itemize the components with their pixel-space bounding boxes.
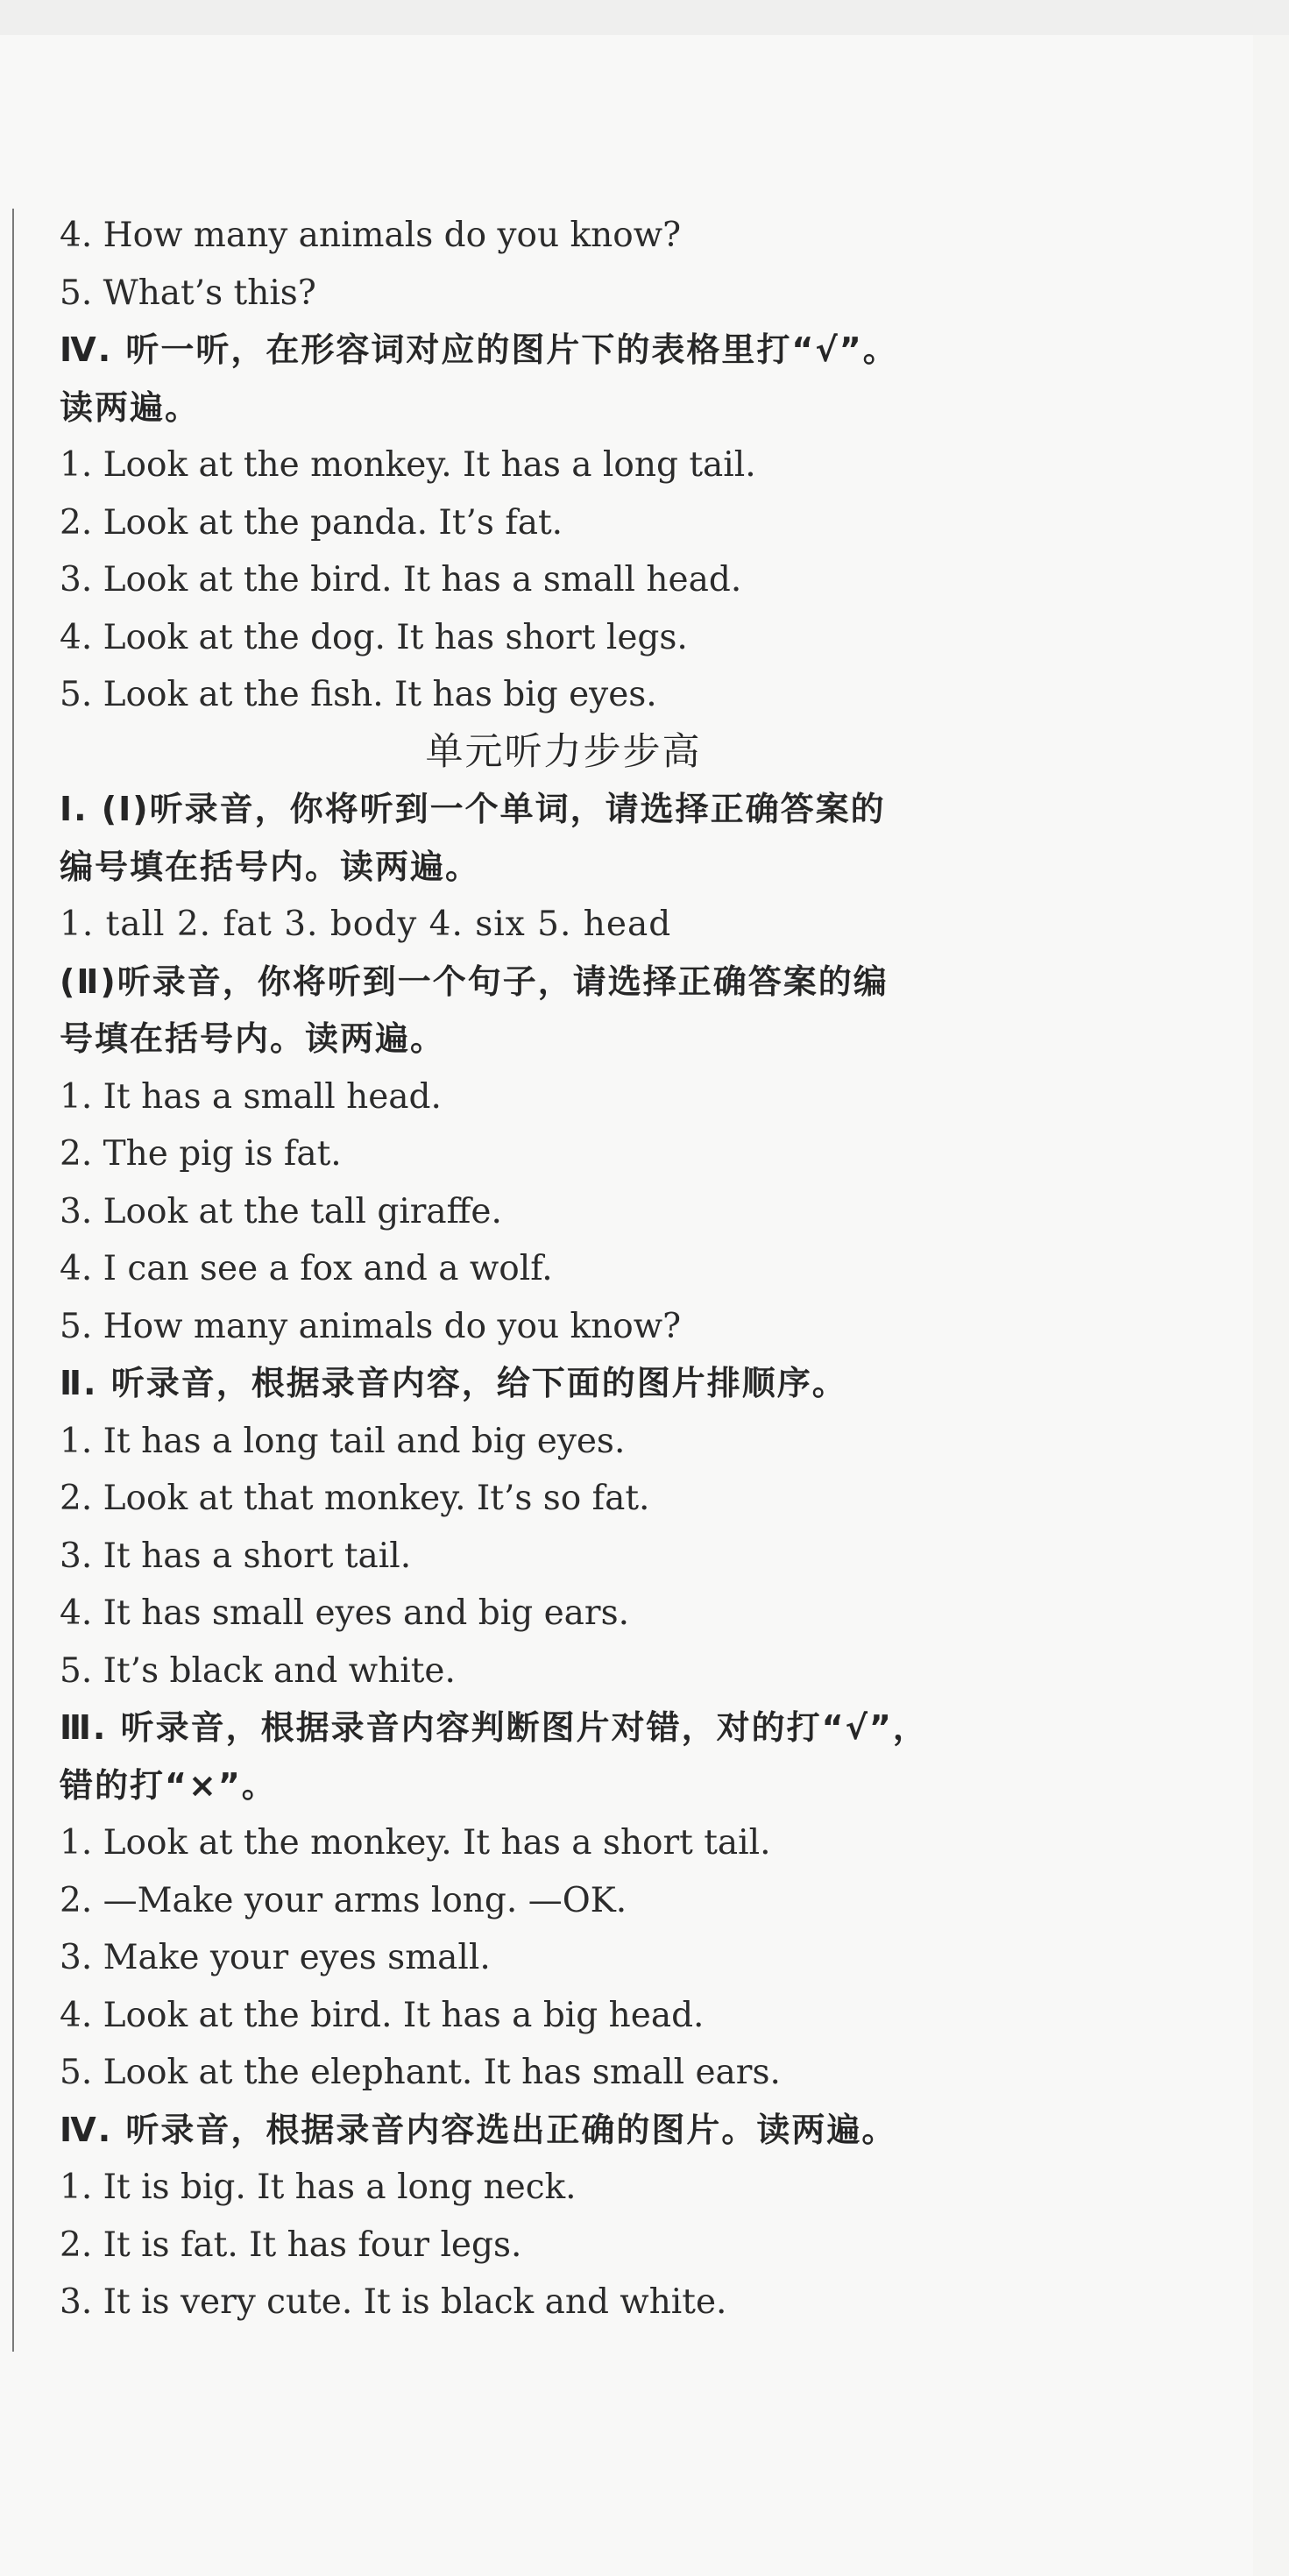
text-line: 5. Look at the fish. It has big eyes. xyxy=(60,675,657,714)
text-line: 3. It is very cute. It is black and white. xyxy=(60,2282,727,2322)
text-line: 1. It is big. It has a long neck. xyxy=(60,2168,577,2207)
text-line: 1. It has a small head. xyxy=(60,1076,442,1117)
text-line: 1. tall 2. fat 3. body 4. six 5. head xyxy=(60,905,672,944)
text-line: 3. Look at the bird. It has a small head. xyxy=(60,560,742,600)
section-heading: 号填在括号内。读两遍。 xyxy=(60,1019,446,1058)
section-heading: 错的打“×”。 xyxy=(60,1765,277,1805)
text-line: 5. It’s black and white. xyxy=(60,1650,456,1691)
text-line: 4. Look at the dog. It has short legs. xyxy=(60,617,688,657)
section-heading: Ⅰ. (Ⅰ)听录音，你将听到一个单词，请选择正确答案的 xyxy=(60,790,886,828)
section-heading: Ⅳ. 听录音，根据录音内容选出正确的图片。读两遍。 xyxy=(60,2110,897,2149)
text-line: 4. How many animals do you know? xyxy=(60,216,682,255)
text-line: 5. What’s this? xyxy=(60,273,316,313)
text-line: 4. It has small eyes and big ears. xyxy=(60,1593,629,1633)
text-line: 2. Look at that monkey. It’s so fat. xyxy=(60,1479,650,1518)
listening-script-text xyxy=(60,207,1094,2331)
section-heading: Ⅳ. 听一听，在形容词对应的图片下的表格里打“√”。 xyxy=(60,330,898,369)
section-heading: Ⅲ. 听录音，根据录音内容判断图片对错，对的打“√”， xyxy=(60,1708,928,1747)
text-line: 3. Make your eyes small. xyxy=(60,1938,491,1977)
text-line: 2. The pig is fat. xyxy=(60,1134,342,1174)
text-line: 3. It has a short tail. xyxy=(60,1536,412,1576)
margin-rule xyxy=(12,209,14,2352)
text-line: 2. It is fat. It has four legs. xyxy=(60,2225,522,2265)
text-line: 3. Look at the tall giraffe. xyxy=(60,1191,502,1231)
scan-top-band xyxy=(0,0,1289,35)
section-heading: 读两遍。 xyxy=(60,387,201,427)
text-line: 5. Look at the elephant. It has small ears. xyxy=(60,2053,781,2092)
unit-title: 单元听力步步高 xyxy=(425,729,702,774)
text-line: 2. —Make your arms long. —OK. xyxy=(60,1880,627,1920)
section-heading: (Ⅱ)听录音，你将听到一个句子，请选择正确答案的编 xyxy=(60,962,889,1001)
text-line: 4. Look at the bird. It has a big head. xyxy=(60,1995,705,2035)
text-line: 2. Look at the panda. It’s fat. xyxy=(60,502,563,543)
section-heading: Ⅱ. 听录音，根据录音内容，给下面的图片排顺序。 xyxy=(60,1364,847,1402)
section-heading: 编号填在括号内。读两遍。 xyxy=(60,847,481,886)
text-line: 5. How many animals do you know? xyxy=(60,1306,682,1346)
text-line: 1. It has a long tail and big eyes. xyxy=(60,1421,626,1461)
text-line: 1. Look at the monkey. It has a long tail. xyxy=(60,445,756,485)
text-line: 4. I can see a fox and a wolf. xyxy=(60,1249,553,1288)
text-line: 1. Look at the monkey. It has a short tail. xyxy=(60,1823,771,1863)
